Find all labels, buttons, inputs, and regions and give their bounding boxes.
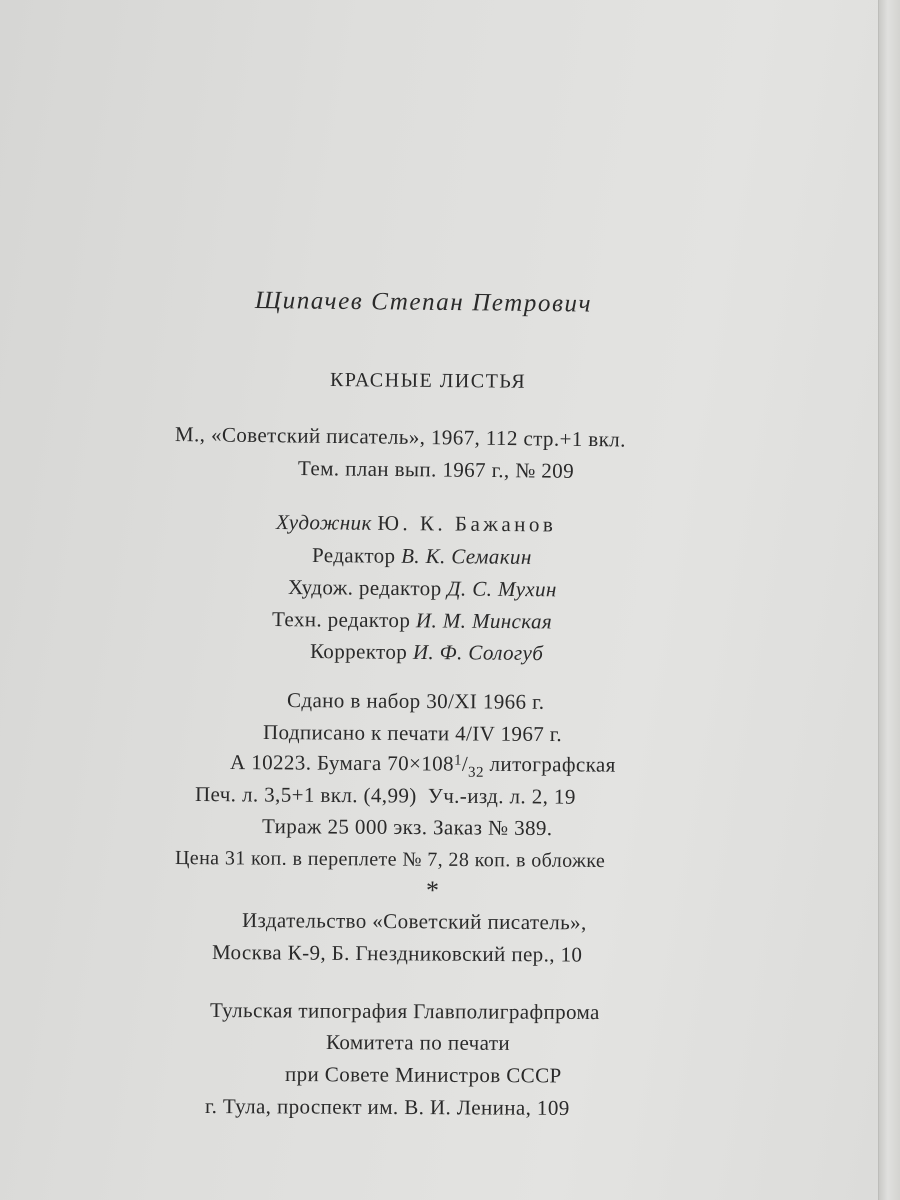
credit-name: Ю. К. Бажанов bbox=[377, 510, 557, 537]
publisher-address: Москва К-9, Б. Гнездниковский пер., 10 bbox=[211, 940, 583, 967]
author-name: Щипачев Степан Петрович bbox=[254, 287, 593, 318]
separator-asterisk: * bbox=[426, 876, 440, 905]
credit-name: И. М. Минская bbox=[415, 608, 553, 634]
publication-line-2: Тем. план вып. 1967 г., № 209 bbox=[297, 456, 575, 483]
signed-date: Подписано к печати 4/IV 1967 г. bbox=[262, 720, 563, 747]
printer-line-2: Комитета по печати bbox=[325, 1030, 511, 1055]
publisher-name: Издательство «Советский писатель», bbox=[241, 908, 587, 935]
printed-sheets: Печ. л. 3,5+1 вкл. (4,99) Уч.-изд. л. 2, 19 bbox=[194, 782, 576, 809]
credit-editor bbox=[312, 545, 532, 568]
typeset-date: Сдано в набор 30/XI 1966 г. bbox=[286, 688, 545, 714]
printer-line-1: Тульская типография Главполиграфпрома bbox=[209, 998, 600, 1025]
print-run: Тираж 25 000 экз. Заказ № 389. bbox=[261, 814, 553, 841]
paper-numerator: 1 bbox=[453, 752, 462, 769]
printer-line-4: г. Тула, проспект им. В. И. Ленина, 109 bbox=[204, 1094, 570, 1120]
credit-role: Худож. редактор bbox=[287, 575, 442, 601]
paper-denominator: 32 bbox=[468, 764, 484, 781]
credit-tech-editor bbox=[272, 609, 552, 632]
credit-role: Корректор bbox=[309, 639, 408, 664]
book-page-edge bbox=[878, 0, 900, 1200]
paper-suffix: литографская bbox=[483, 751, 616, 777]
price: Цена 31 коп. в переплете № 7, 28 коп. в обложке bbox=[174, 847, 606, 873]
publication-line-1: М., «Советский писатель», 1967, 112 стр.+1 вкл. bbox=[174, 422, 626, 452]
credit-art-editor bbox=[288, 577, 557, 600]
credit-name: Д. С. Мухин bbox=[447, 576, 557, 602]
credit-role: Техн. редактор bbox=[271, 607, 411, 633]
paper-format bbox=[230, 752, 616, 782]
paper-slash: / bbox=[461, 751, 469, 776]
credit-role: Редактор bbox=[311, 543, 396, 568]
printer-line-3: при Совете Министров СССР bbox=[284, 1062, 562, 1088]
credit-name: В. К. Семакин bbox=[401, 543, 532, 569]
paper-prefix: А 10223. Бумага 70×108 bbox=[229, 750, 455, 776]
credit-proofreader bbox=[310, 641, 543, 664]
credit-artist bbox=[276, 512, 557, 535]
credit-name: И. Ф. Сологуб bbox=[412, 639, 544, 666]
book-title: КРАСНЫЕ ЛИСТЬЯ bbox=[329, 369, 527, 393]
credit-role: Художник bbox=[275, 510, 372, 535]
